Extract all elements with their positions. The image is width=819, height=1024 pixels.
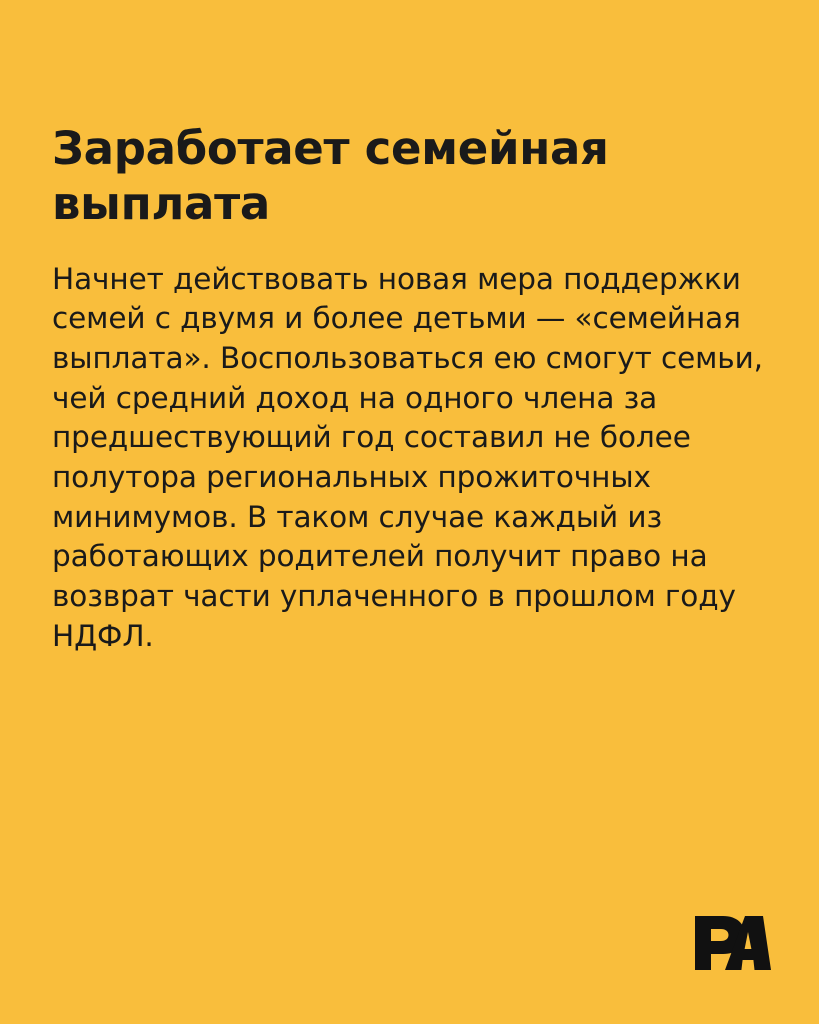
card-content xyxy=(52,122,768,657)
page-title: Заработает семейная выплата xyxy=(52,122,609,230)
pa-logo xyxy=(693,912,771,974)
body-paragraph: Начнет действовать новая мера поддержки семей с двумя и более детьми — «семейная выплата». Воспользоваться ею смогут семьи, чей средний доход на одного члена за предшествующий год составил не более полутора региональных прожиточных минимумов. В таком случае каждый из работающих родителей получит право на возврат части уплаченного в прошлом году НДФЛ. xyxy=(52,261,763,653)
